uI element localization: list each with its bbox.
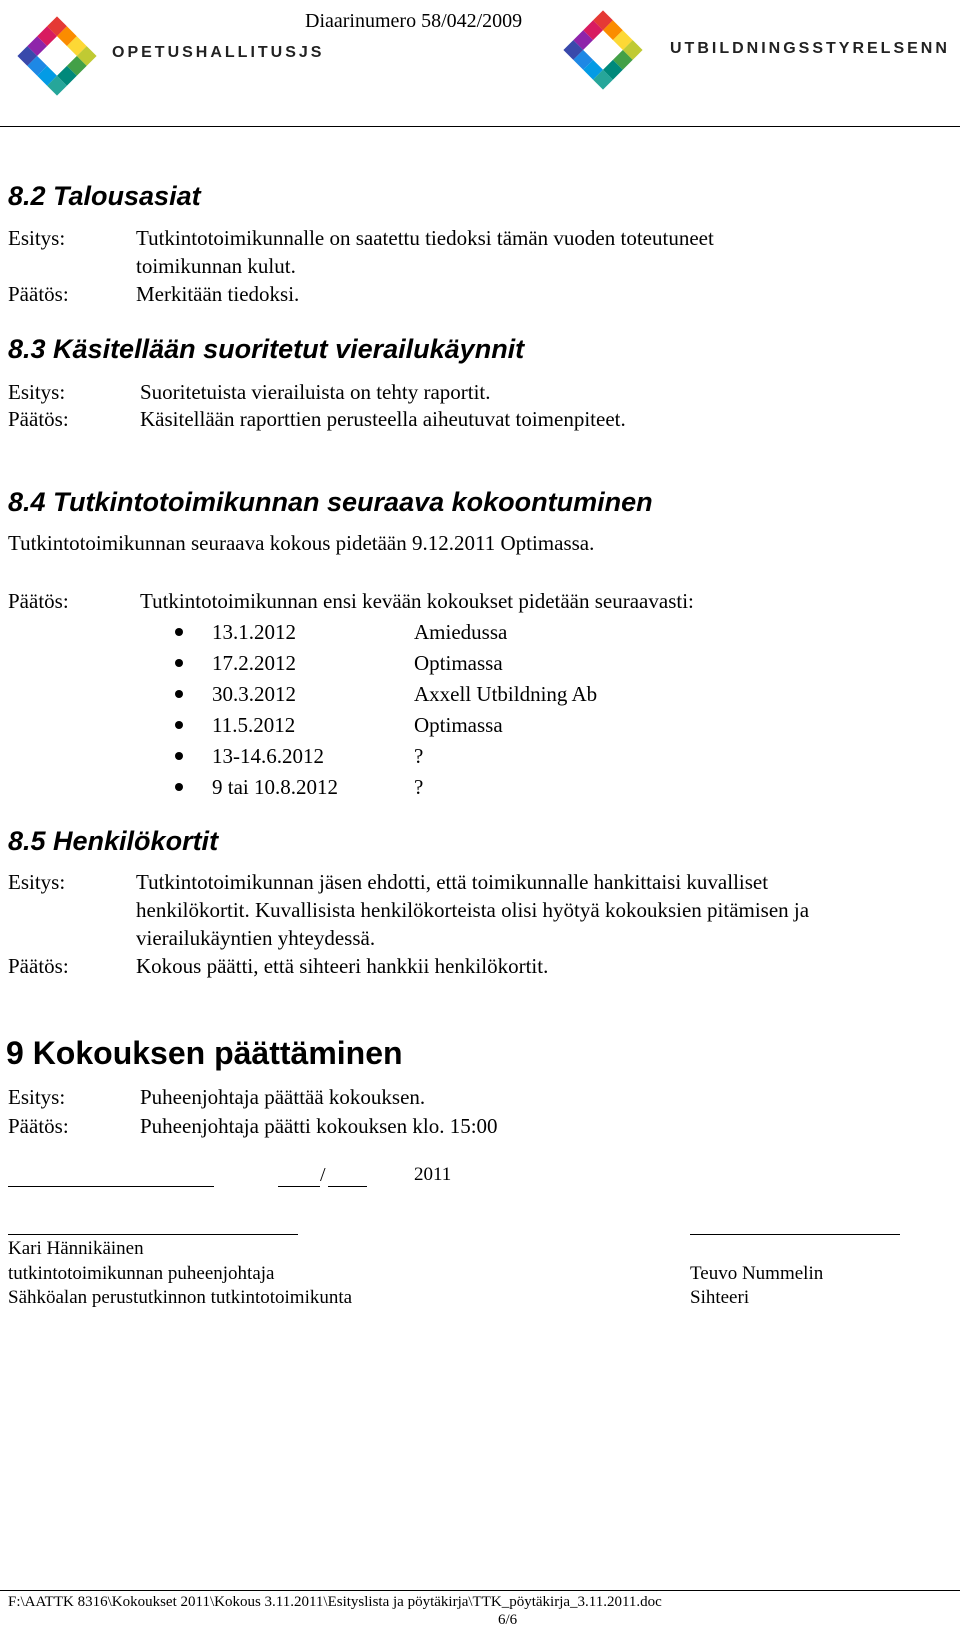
- left-signer-title: tutkintotoimikunnan puheenjohtaja: [8, 1263, 275, 1284]
- date-year: 2011: [414, 1164, 452, 1185]
- footer-file-path: F:\AATTK 8316\Kokoukset 2011\Kokous 3.11.2011\Esityslista ja pöytäkirja\TTK_pöytäkirja_3.11.2011.doc: [8, 1594, 662, 1610]
- bullet-icon: [175, 628, 183, 636]
- section-8-2-heading: 8.2 Talousasiat: [8, 181, 201, 211]
- esitys-text: Puheenjohtaja päättää kokouksen.: [140, 1085, 426, 1109]
- footer-rule: [0, 1590, 960, 1591]
- esitys-text: henkilökortit. Kuvallisista henkilökorteista olisi hyötyä kokouksien pitämisen ja: [136, 898, 810, 922]
- section-9-heading: 9 Kokouksen päättäminen: [6, 1035, 403, 1071]
- meeting-place: Optimassa: [414, 713, 503, 737]
- paatos-text: Puheenjohtaja päätti kokouksen klo. 15:00: [140, 1114, 498, 1138]
- date-month-line: [328, 1186, 367, 1187]
- bullet-icon: [175, 659, 183, 667]
- meeting-place: ?: [414, 744, 424, 768]
- paatos-text: Tutkintotoimikunnan ensi kevään kokoukset pidetään seuraavasti:: [140, 589, 694, 613]
- paatos-text: Käsitellään raporttien perusteella aiheutuvat toimenpiteet.: [140, 407, 626, 431]
- meeting-date: 17.2.2012: [212, 651, 296, 675]
- esitys-label: Esitys:: [8, 226, 66, 250]
- esitys-label: Esitys:: [8, 870, 66, 894]
- utbildningsstyrelsen-logo-icon: [561, 8, 645, 92]
- meeting-place: Optimassa: [414, 651, 503, 675]
- meeting-date: 30.3.2012: [212, 682, 296, 706]
- header-rule: [0, 126, 960, 127]
- date-slash: /: [320, 1164, 326, 1186]
- left-signer-name: Kari Hännikäinen: [8, 1238, 144, 1259]
- esitys-label: Esitys:: [8, 380, 66, 404]
- paatos-label: Päätös:: [8, 1114, 69, 1138]
- bullet-icon: [175, 690, 183, 698]
- meeting-date: 11.5.2012: [212, 713, 296, 737]
- section-8-3-heading: 8.3 Käsitellään suoritetut vierailukäynnit: [8, 334, 525, 364]
- paatos-label: Päätös:: [8, 589, 69, 613]
- diary-number: Diaarinumero 58/042/2009: [305, 10, 523, 32]
- date-day-line: [278, 1186, 320, 1187]
- section-8-4-heading: 8.4 Tutkintotoimikunnan seuraava kokoontuminen: [8, 487, 653, 517]
- esitys-text: Tutkintotoimikunnan jäsen ehdotti, että toimikunnalle hankittaisi kuvalliset: [136, 870, 769, 894]
- signature-place-line: [8, 1186, 214, 1187]
- left-signature-line: [8, 1234, 298, 1235]
- section-8-4-intro: Tutkintotoimikunnan seuraava kokous pidetään 9.12.2011 Optimassa.: [8, 531, 595, 555]
- logo-right-text: UTBILDNINGSSTYRELSENN: [670, 40, 950, 57]
- opetushallitus-logo-icon: [15, 14, 99, 98]
- bullet-icon: [175, 783, 183, 791]
- esitys-text: Tutkintotoimikunnalle on saatettu tiedoksi tämän vuoden toteutuneet: [136, 226, 714, 250]
- left-signer-org: Sähköalan perustutkinnon tutkintotoimikunta: [8, 1287, 353, 1308]
- paatos-text: Kokous päätti, että sihteeri hankkii henkilökortit.: [136, 954, 549, 978]
- meeting-date: 13-14.6.2012: [212, 744, 324, 768]
- esitys-label: Esitys:: [8, 1085, 66, 1109]
- right-signer-name: Teuvo Nummelin: [690, 1263, 824, 1284]
- page-number: 6/6: [498, 1612, 518, 1628]
- right-signer-title: Sihteeri: [690, 1287, 750, 1308]
- right-signature-line: [690, 1234, 900, 1235]
- paatos-label: Päätös:: [8, 954, 69, 978]
- paatos-text: Merkitään tiedoksi.: [136, 282, 300, 306]
- paatos-label: Päätös:: [8, 282, 69, 306]
- logo-left-text: OPETUSHALLITUSJS: [112, 44, 325, 61]
- esitys-text: Suoritetuista vierailuista on tehty raportit.: [140, 380, 491, 404]
- meeting-date: 13.1.2012: [212, 620, 296, 644]
- esitys-text: toimikunnan kulut.: [136, 254, 296, 278]
- meeting-place: Amiedussa: [414, 620, 508, 644]
- bullet-icon: [175, 721, 183, 729]
- meeting-date: 9 tai 10.8.2012: [212, 775, 338, 799]
- section-8-5-heading: 8.5 Henkilökortit: [8, 826, 219, 856]
- esitys-text: vierailukäyntien yhteydessä.: [136, 926, 376, 950]
- paatos-label: Päätös:: [8, 407, 69, 431]
- meeting-place: ?: [414, 775, 424, 799]
- meeting-place: Axxell Utbildning Ab: [414, 682, 598, 706]
- bullet-icon: [175, 752, 183, 760]
